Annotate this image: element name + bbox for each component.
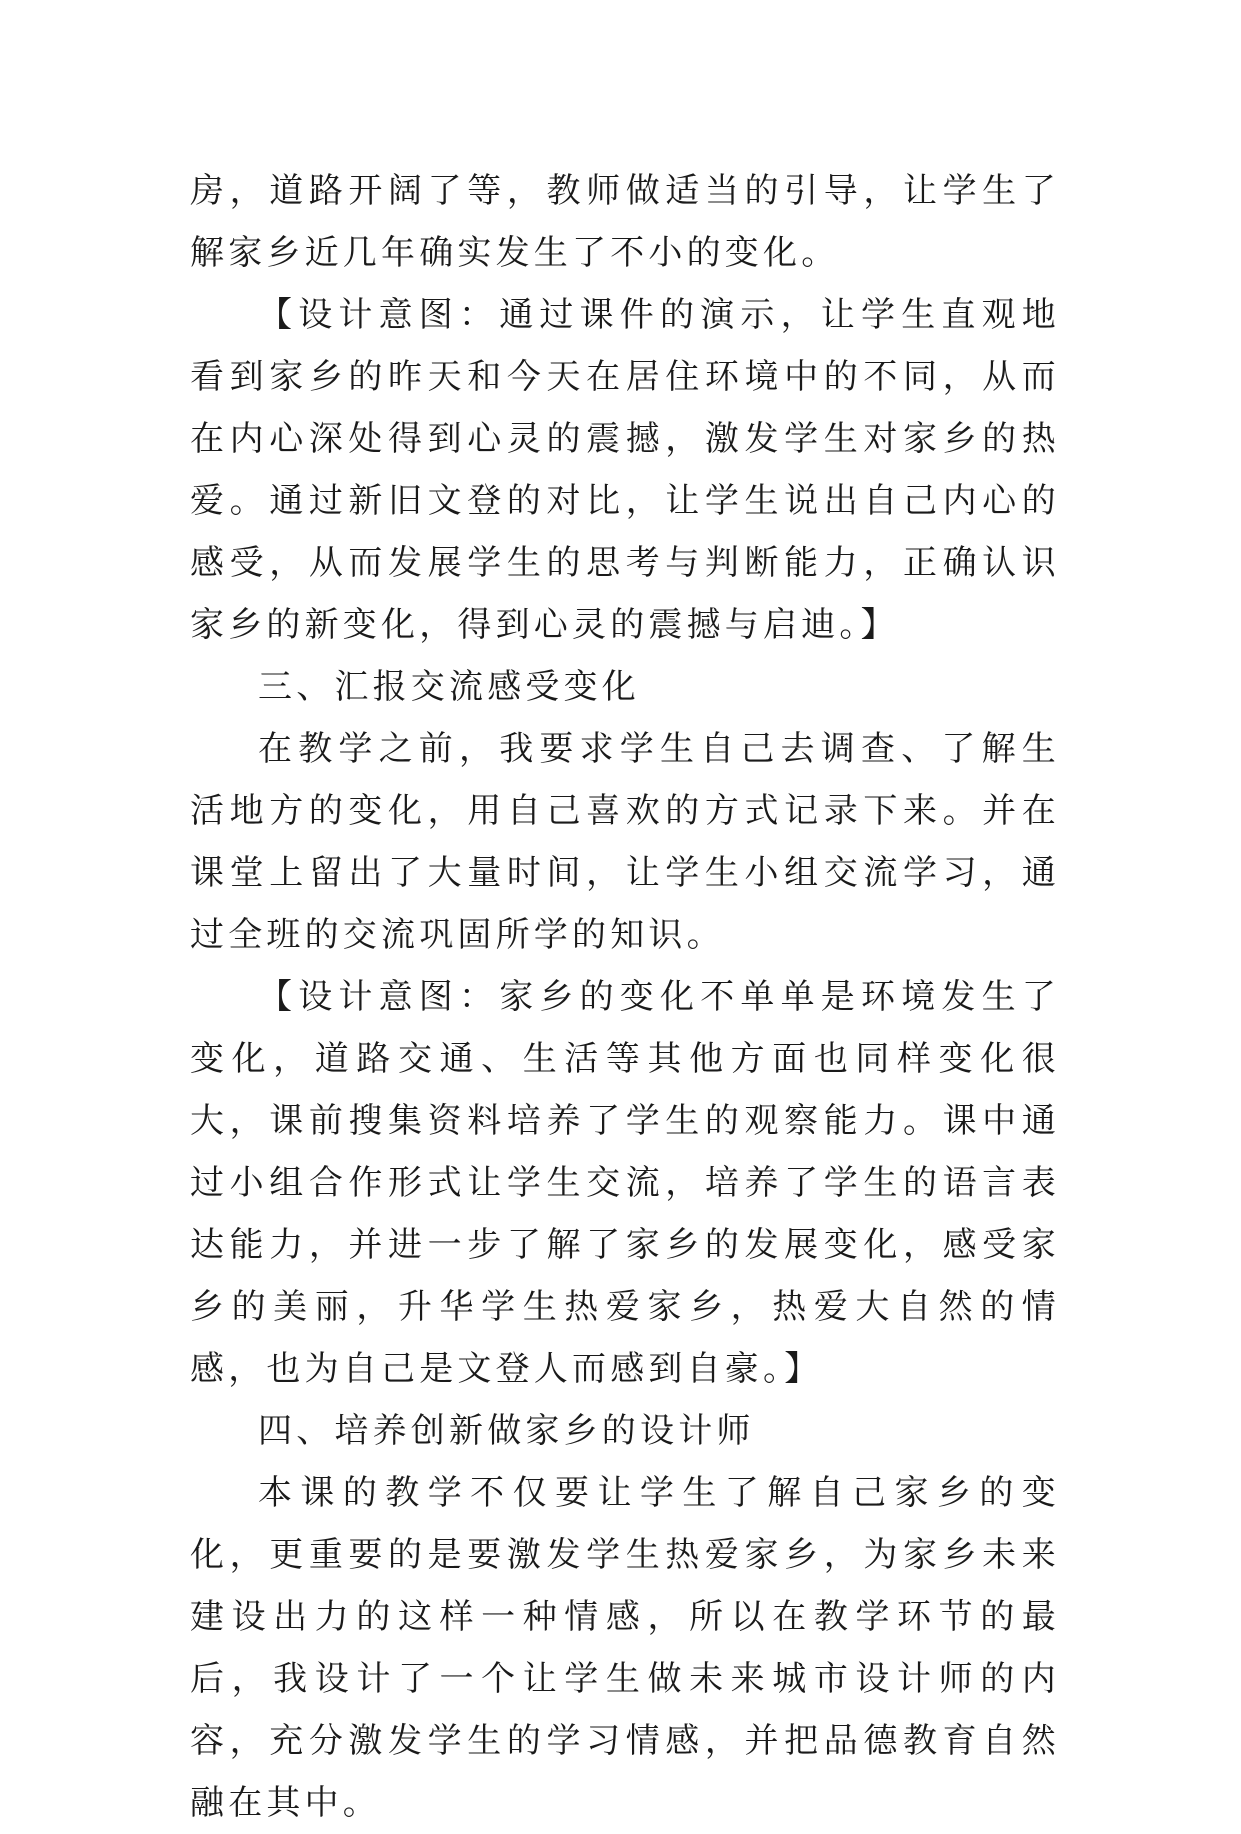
design-intent-paragraph: 【设计意图：家乡的变化不单单是环境发生了变化，道路交通、生活等其他方面也同样变化很大，课前搜集资料培养了学生的观察能力。课中通过小组合作形式让学生交流，培养了学生的语言表达能力，并进一步了解了家乡的发展变化，感受家乡的美丽，升华学生热爱家乡，热爱大自然的情感，也为自己是文登人而感到自豪。】	[190, 977, 1060, 1389]
design-intent-paragraph: 【设计意图：通过课件的演示，让学生直观地看到家乡的昨天和今天在居住环境中的不同，从而在内心深处得到心灵的震撼，激发学生对家乡的热爱。通过新旧文登的对比，让学生说出自己内心的感受，从而发展学生的思考与判断能力，正确认识家乡的新变化，得到心灵的震撼与启迪。】	[190, 295, 1060, 645]
document-body	[190, 160, 1060, 1834]
body-paragraph: 本课的教学不仅要让学生了解自己家乡的变化，更重要的是要激发学生热爱家乡，为家乡未来建设出力的这样一种情感，所以在教学环节的最后，我设计了一个让学生做未来城市设计师的内容，充分激发学生的学习情感，并把品德教育自然融在其中。	[190, 1473, 1060, 1823]
paragraph-continuation: 房，道路开阔了等，教师做适当的引导，让学生了解家乡近几年确实发生了不小的变化。	[190, 171, 1060, 273]
section-heading-3: 三、汇报交流感受变化	[258, 667, 640, 707]
body-paragraph: 在教学之前，我要求学生自己去调查、了解生活地方的变化，用自己喜欢的方式记录下来。并在课堂上留出了大量时间，让学生小组交流学习，通过全班的交流巩固所学的知识。	[190, 729, 1060, 955]
section-heading-4: 四、培养创新做家乡的设计师	[258, 1411, 755, 1451]
